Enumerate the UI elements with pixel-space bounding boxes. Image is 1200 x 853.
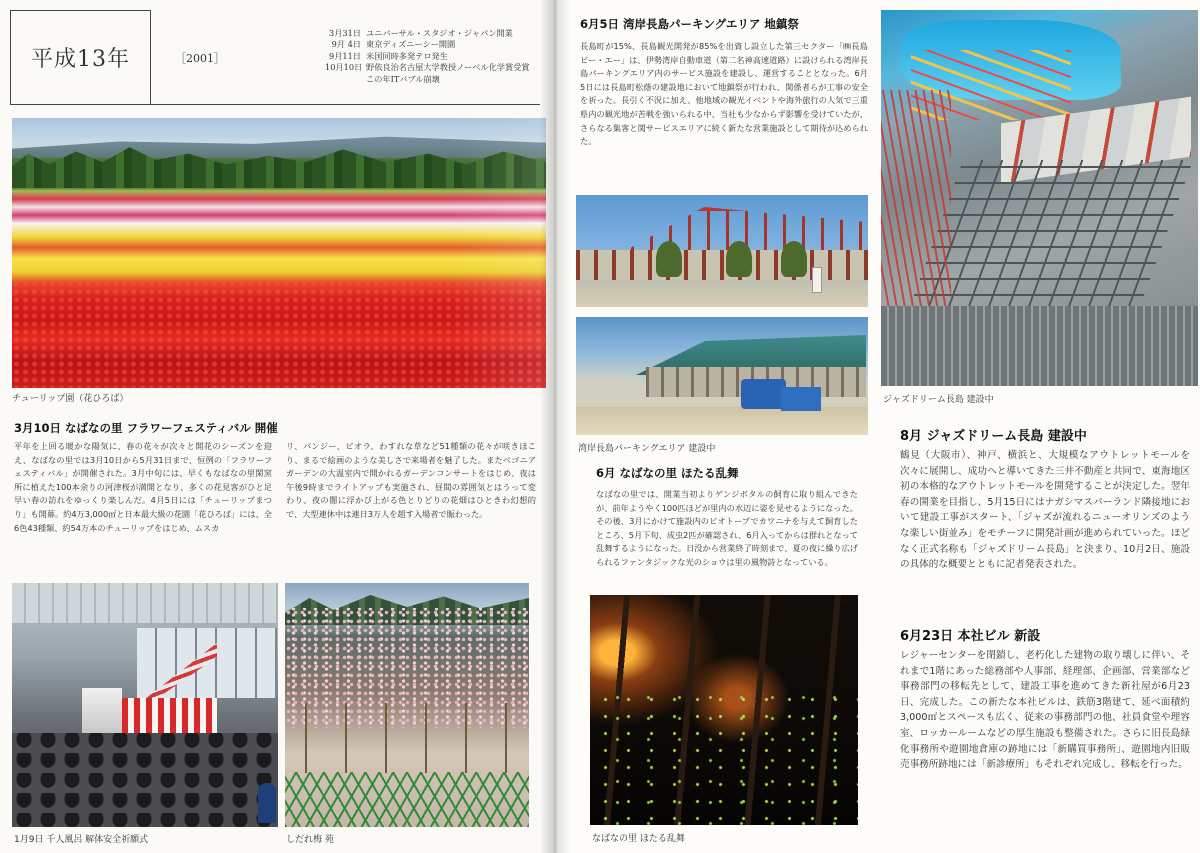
jazz-heading: 8月 ジャズドリーム長島 建設中 xyxy=(900,429,1087,444)
hq-text: レジャーセンターを閉鎖し、老朽化した建物の取り壊しに伴い、それまで1階にあった総務部や人事部、経理部、企画部、営業部など事務部門の移転先として、建設工事を進めてきた新社屋が6月23日、完成した。この新たな本社ビルは、鉄筋3階建て、延べ面積約3,000㎡とスペースも広く、従来の事務部門の他、社員食堂や理容室、ロッカールームなどの厚生施設も整備された。さらに旧長島緑化事務所や遊園地倉庫の跡地には「新購買事務所」、遊園地内旧販売事務所跡地には「新診療所」もそれぞれ完成し、移転を行った。 xyxy=(900,650,1190,771)
era-year: 平成13年 xyxy=(31,47,130,72)
event-item: 9月11日 米国同時多発テロ発生 xyxy=(328,50,448,61)
ceremony-caption: 1月9日 千人風呂 解体安全祈願式 xyxy=(14,835,149,845)
event-item: 3月31日 ユニバーサル・スタジオ・ジャパン開業 xyxy=(328,28,513,38)
firefly-caption: なばなの里 ほたる乱舞 xyxy=(592,834,685,844)
flower-festival-heading: 3月10日 なばなの里 フラワーフェスティバル 開催 xyxy=(14,421,278,435)
flower-festival-text-col2: リ、パンジー、ビオラ、わすれな草など51種類の花々が咲きほこり、まるで絵画のような美しさで来場者を魅了した。またベゴニアガーデンの大温室内で開かれるガーデンコンサートをはじめ、夜は午後9時までライトアップも実施され、昼間の雰囲気とはうって変わり、夜の闇に浮かび上がる色とりどりの花畑はひときわ幻想的で、大型連休中は連日3万人を超す入場者で賑わった。 xyxy=(286,441,536,519)
parking-caption: 湾岸長島パーキングエリア 建設中 xyxy=(578,444,716,454)
parking-area-construction-photo xyxy=(576,317,868,435)
weeping-plum-garden-photo xyxy=(285,583,529,827)
ceremony-hall-photo xyxy=(12,583,278,827)
plum-caption: しだれ梅 苑 xyxy=(286,835,334,845)
year-box xyxy=(10,10,150,105)
event-item: 9月 4日 東京ディズニーシー開園 xyxy=(331,39,456,50)
firefly-photo xyxy=(590,595,858,825)
tulip-caption: チューリップ園（花ひろば） xyxy=(12,394,129,404)
parking-area-steel-frame-photo xyxy=(576,195,868,307)
event-item: この年ITバブル崩壊 xyxy=(366,73,440,84)
year-divider xyxy=(150,10,151,105)
header-rule xyxy=(10,104,540,105)
tulip-garden-photo xyxy=(12,118,546,388)
parking-heading: 6月5日 湾岸長島パーキングエリア 地鎮祭 xyxy=(580,17,799,31)
parking-text: 長島町が15%、長島観光開発が85%を出資し設立した第三セクター「㈱長島ピー・エー」は、伊勢湾岸自動車道（第二名神高速道路）に設けられる湾岸長島パーキングエリア内のサービス施設を建設し、運営することとなった。6月5日には長島町松蔭の建設地において地鎮祭が行われ、関係者らが工事の安全を祈った。長引く不況に加え、他地域の観光イベントや海外旅行の人気で三重県内の観光地が苦戦を強いられる中、当社も少なからず影響を受けていたが、さらなる集客と関サービスエリアに続く新たな営業施設として期待が込められた。 xyxy=(580,41,868,147)
hq-heading: 6月23日 本社ビル 新設 xyxy=(900,629,1041,644)
firefly-heading: 6月 なばなの里 ほたる乱舞 xyxy=(596,466,739,480)
flower-festival-text-col1: 平年を上回る暖かな陽気に、春の花々が次々と開花のシーズンを迎え、なばなの里では3月10日から5月31日まで、恒例の「フラワーフェスティバル」が開催された。3月中旬には、早くもなばなの里閑窯所に植えた100本余りの河津桜が満開となり、多くの花見客がひと足早い春の訪れをゆっくり楽しんだ。4月5日には「チューリップまつり」も開幕。約4万3,000㎡と日本最大級の花園「花ひろば」には、全6色43種類、約54万本のチューリップをはじめ、ムスカ xyxy=(14,441,272,533)
jazz-caption: ジャズドリーム長島 建設中 xyxy=(883,395,994,405)
firefly-text: なばなの里では、開業当初よりゲンジボタルの飼育に取り組んできたが、前年ようやく100匹ほどが里内の水辺に姿を見せるようになった。その後、3月にかけて施設内のビオトープでカワニナを与えて飼育したところ、5月下旬、成虫2匹が確認され、6月入ってからは群れとなって乱舞するようになった。日没から営業終了時刻まで、夏の夜に繰り広げられるファンタジックな光のショウは里の風物詩となっている。 xyxy=(596,489,858,567)
event-item: 10月10日 野依良治名古屋大学教授ノーベル化学賞受賞 xyxy=(325,62,530,73)
jazz-dream-aerial-photo xyxy=(881,10,1198,386)
events-list xyxy=(325,28,530,85)
left-page xyxy=(0,0,552,853)
jazz-text: 鶴見（大阪市）、神戸、横浜と、大規模なアウトレットモールを次々に展開し、成功へと導いてきた三井不動産と共同で、東海地区初の本格的なアウトレットモールを開発することが決定した。翌年春の開業を目指し、5月15日にはナガシマスパーランド隣接地において建設工事がスタート、「ジャズが流れるニューオリンズのような楽しい街並み」をモチーフに開発計画が進められていった。ほどなく正式名称も「ジャズドリーム長島」と決まり、10月2日、施設の具体的な概要とともに記者発表された。 xyxy=(900,450,1190,571)
western-year: ［2001］ xyxy=(175,52,225,65)
